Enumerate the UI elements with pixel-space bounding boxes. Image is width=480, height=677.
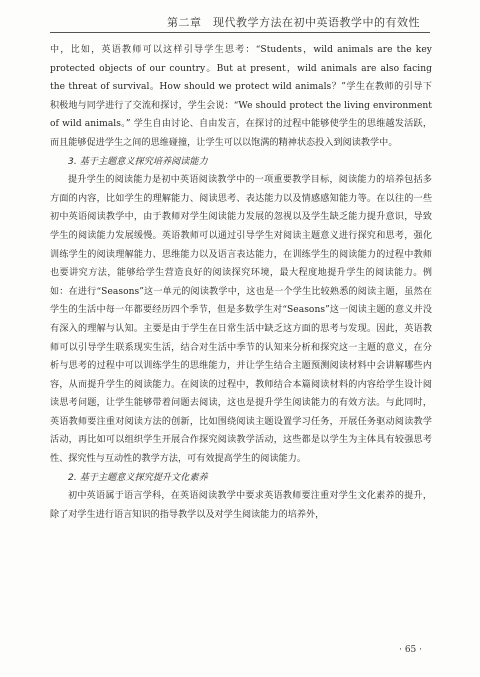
running-head: 第二章 现代教学方法在初中英语教学中的有效性 [167, 16, 420, 29]
section-heading-cultural-literacy: 2. 基于主题意义探究提升文化素养 [68, 472, 208, 483]
header-rule [50, 32, 430, 33]
reading-ability-paragraph: 提升学生的阅读能力是初中英语阅读教学中的一项重要教学目标，阅读能力的培养包括多方面的内容，比如学生的理解能力、阅读思考、表达能力以及情感感知能力等。在以往的一些初中英语阅读教学中，由于教师对学生阅读能力发展的忽视以及学生缺乏能力提升意识，导致学生的阅读能力发展缓慢。英语教师可以通过引导学生对阅读主题意义进行探究和思考，强化训练学生的阅读理解能力、思维能力以及语言表达能力，在训练学生的阅读能力的过程中教师也要讲究方法，能够给学生营造良好的阅读探究环境，最大程度地提升学生的阅读能力。例如：在进行“Seasons”这一单元的阅读教学中，这也是一个学生比较熟悉的阅读主题，虽然在学生的生活中每一年都要经历四个季节，但是多数学生对“Seasons”这一阅读主题的意义并没有深入的理解与认知。主要是由于学生在日常生活中缺乏这方面的思考与发现。因此，英语教师可以引导学生联系现实生活，结合对生活中季节的认知来分析和探究这一主题的意义，在分析与思考的过程中可以训练学生的思维能力，并让学生结合主题预测阅读材料中会讲解哪些内容，从而提升学生的阅读能力。在阅读的过程中，教师结合本篇阅读材料的内容给学生设计阅读思考问题，让学生能够带着问题去阅读，这也是提升学生阅读能力的有效方法。与此同时，英语教师要注重对阅读方法的创新，比如围绕阅读主题设置学习任务，开展任务驱动阅读教学活动，再比如可以组织学生开展合作探究阅读教学活动，这些都是以学生为主体具有较强思考性、探究性与互动性的教学方法，可有效提高学生的阅读能力。 [50, 175, 432, 465]
page-number: · 65 · [399, 645, 422, 655]
cultural-literacy-paragraph: 初中英语属于语言学科，在英语阅读教学中要求英语教师要注重对学生文化素养的提升，除了对学生进行语言知识的指导教学以及对学生阅读能力的培养外， [50, 491, 432, 520]
continuation-paragraph: 中，比如，英语教师可以这样引导学生思考：“Students，wild animals are the key protected objects of our country。But at present，wild animals are also facing the threat of survival。How should we protect wild animals？”学生在教师的引导下积极地与同学进行了交流和探讨，学生会说：“We should protect the living environment of wild animals。” 学生自由讨论、自由发言，在探讨的过程中能够使学生的思维越发活跃，而且能够促进学生之间的思维碰撞，让学生可以以饱满的精神状态投入到阅读教学中。 [50, 45, 432, 148]
body-text [50, 41, 432, 524]
section-heading-reading-ability: 3. 基于主题意义探究培养阅读能力 [68, 156, 208, 167]
